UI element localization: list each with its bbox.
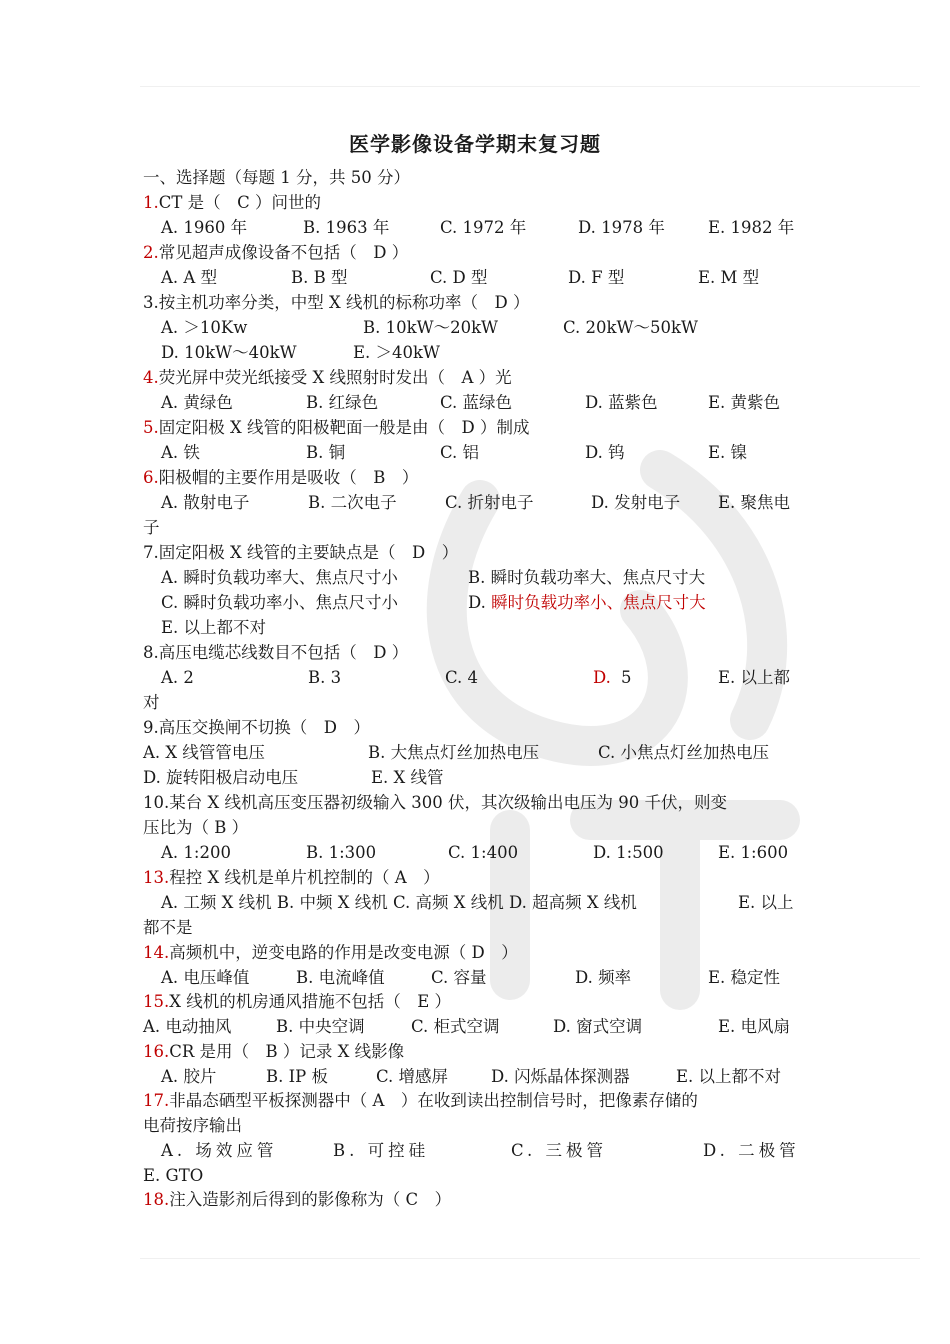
option: C. 瞬时负载功率小、焦点尺寸小 — [161, 593, 399, 612]
option: B. 二次电子 — [308, 493, 397, 512]
option: D. 10kW～40kW — [161, 343, 297, 362]
option: D. 闪烁晶体探测器 — [491, 1067, 630, 1086]
question-text: 高压电缆芯线数目不包括（ D ） — [158, 643, 409, 662]
question-text: 非晶态硒型平板探测器中（ A ）在收到读出控制信号时，把像素存储的 — [169, 1091, 698, 1110]
question-number: 10. — [143, 793, 170, 812]
option: A. 铁 — [161, 443, 200, 462]
option: B. 红绿色 — [306, 393, 379, 412]
question-number: 3. — [143, 293, 159, 312]
question-text: 固定阳极 X 线管的阳极靶面一般是由（ D ）制成 — [158, 418, 530, 437]
option: E. 以上都 — [718, 668, 791, 687]
options-17b — [143, 1166, 203, 1186]
question-text: 某台 X 线机高压变压器初级输入 300 伏，其次级输出电压为 90 千伏，则变 — [169, 793, 727, 812]
option: A. 电压峰值 — [161, 968, 250, 987]
question-number: 1. — [143, 193, 159, 212]
option: E. 1:600 — [718, 843, 789, 862]
option: B. 中央空调 — [276, 1017, 365, 1036]
option: B. 瞬时负载功率大、焦点尺寸大 — [468, 568, 706, 587]
option: A. X 线管管电压 — [143, 743, 265, 762]
page-title: 医学影像设备学期末复习题 — [349, 132, 601, 156]
option: C. 蓝绿色 — [440, 393, 513, 412]
option: D. 1:500 — [593, 843, 664, 862]
option: 5 — [621, 668, 632, 687]
option: E. M 型 — [698, 268, 760, 287]
option: D. 发射电子 — [591, 493, 681, 512]
question-16 — [143, 1042, 404, 1062]
option: 对 — [143, 693, 160, 712]
top-rule — [140, 86, 920, 87]
question-text: 压比为（ B ） — [143, 818, 249, 837]
option: B. 铜 — [306, 443, 346, 462]
question-17 — [143, 1091, 698, 1111]
question-10-cont — [143, 818, 248, 838]
question-text: CT 是（ C ）问世的 — [158, 193, 321, 212]
question-text: 高压交换闸不切换（ D ） — [158, 718, 370, 737]
question-number: 17. — [143, 1091, 170, 1110]
option: B. 电流峰值 — [296, 968, 385, 987]
options-8b — [143, 693, 160, 713]
option: A. 瞬时负载功率大、焦点尺寸小 — [161, 568, 398, 587]
option: E. 以上 — [738, 893, 794, 912]
watermark-logo-icon — [360, 380, 860, 1020]
question-number: 14. — [143, 943, 170, 962]
option: A. ＞10Kw — [161, 318, 248, 337]
option: A. 2 — [161, 668, 194, 687]
option: B. B 型 — [291, 268, 348, 287]
option: A. 1:200 — [161, 843, 231, 862]
option: A. 散射电子 — [161, 493, 250, 512]
option: A. 黄绿色 — [161, 393, 233, 412]
question-2 — [143, 243, 408, 263]
option: A. A 型 — [161, 268, 218, 287]
option: 子 — [143, 518, 160, 537]
question-text: 固定阳极 X 线管的主要缺点是（ D ） — [158, 543, 459, 562]
question-number: 6. — [143, 468, 159, 487]
option: C. 1:400 — [448, 843, 519, 862]
option: E. X 线管 — [371, 768, 444, 787]
option: A. 电动抽风 — [143, 1017, 232, 1036]
option: E. ＞40kW — [353, 343, 440, 362]
question-number: 2. — [143, 243, 159, 262]
option: C. 20kW～50kW — [563, 318, 698, 337]
question-7 — [143, 543, 458, 563]
option: C. 三极管 — [511, 1141, 608, 1160]
option: B. 大焦点灯丝加热电压 — [368, 743, 540, 762]
question-text: 按主机功率分类，中型 X 线机的标称功率（ D ） — [158, 293, 530, 312]
option: C. 增感屏 — [376, 1067, 449, 1086]
question-6 — [143, 468, 418, 488]
question-8 — [143, 643, 408, 663]
option: A. 工频 X 线机 B. 中频 X 线机 C. 高频 X 线机 D. 超高频 X 线机 — [161, 893, 637, 912]
option-label: D. — [468, 593, 492, 612]
option: C. 小焦点灯丝加热电压 — [598, 743, 770, 762]
question-13 — [143, 868, 440, 888]
option: A. 场效应管 — [161, 1141, 278, 1160]
question-text: 电荷按序输出 — [143, 1116, 242, 1135]
option: D. F 型 — [568, 268, 625, 287]
question-9 — [143, 718, 370, 738]
option: D. 旋转阳极启动电压 — [143, 768, 299, 787]
option: B. 1:300 — [306, 843, 377, 862]
option: C. 4 — [445, 668, 479, 687]
option: B. 10kW～20kW — [363, 318, 499, 337]
question-text: 阳极帽的主要作用是吸收（ B ） — [158, 468, 419, 487]
question-text: X 线机的机房通风措施不包括（ E ） — [169, 992, 452, 1011]
question-number: 15. — [143, 992, 170, 1011]
question-number: 5. — [143, 418, 159, 437]
option: D. 钨 — [585, 443, 625, 462]
question-text: 荧光屏中荧光纸接受 X 线照射时发出（ A ）光 — [158, 368, 512, 387]
option: C. 容量 — [431, 968, 487, 987]
option: 都不是 — [143, 918, 193, 937]
question-number: 9. — [143, 718, 159, 737]
question-text: 注入造影剂后得到的影像称为（ C ） — [169, 1190, 452, 1209]
question-4 — [143, 368, 512, 388]
option: E. 稳定性 — [708, 968, 781, 987]
option-answer: 瞬时负载功率小、焦点尺寸大 — [491, 593, 706, 612]
question-5 — [143, 418, 529, 438]
option: E. 1982 年 — [708, 218, 795, 237]
question-number: 16. — [143, 1042, 170, 1061]
question-10 — [143, 793, 727, 813]
question-number: 8. — [143, 643, 159, 662]
section-heading: 一、选择题（每题 1 分，共 50 分） — [143, 168, 410, 187]
options-6b — [143, 518, 160, 538]
options-13b — [143, 918, 193, 938]
question-1 — [143, 193, 321, 213]
question-number: 18. — [143, 1190, 170, 1209]
question-17-cont — [143, 1116, 242, 1136]
question-text: 常见超声成像设备不包括（ D ） — [158, 243, 409, 262]
option: D. 二极管 — [703, 1141, 800, 1160]
option: E. 镍 — [708, 443, 748, 462]
question-18 — [143, 1190, 451, 1210]
question-text: CR 是用（ B ）记录 X 线影像 — [169, 1042, 405, 1061]
option: D. 蓝紫色 — [585, 393, 658, 412]
option: E. 以上都不对 — [676, 1067, 782, 1086]
option: C. 1972 年 — [440, 218, 527, 237]
option: E. 黄紫色 — [708, 393, 781, 412]
bottom-rule — [140, 1258, 920, 1259]
question-15 — [143, 992, 451, 1012]
question-number: 13. — [143, 868, 170, 887]
question-number: 4. — [143, 368, 159, 387]
option: A. 1960 年 — [161, 218, 248, 237]
option: C. 铝 — [440, 443, 480, 462]
option-label: D. — [593, 668, 611, 687]
option: C. 折射电子 — [445, 493, 534, 512]
option: A. 胶片 — [161, 1067, 217, 1086]
option: D. 1978 年 — [578, 218, 665, 237]
option: C. 柜式空调 — [411, 1017, 500, 1036]
option: B. 1963 年 — [303, 218, 390, 237]
option: E. 聚焦电 — [718, 493, 791, 512]
option: B. 可控硅 — [333, 1141, 430, 1160]
option: D. 频率 — [575, 968, 632, 987]
option: E. 电风扇 — [718, 1017, 791, 1036]
option: E. 以上都不对 — [161, 618, 267, 637]
option: B. 3 — [308, 668, 342, 687]
question-text: 高频机中，逆变电路的作用是改变电源（ D ） — [169, 943, 518, 962]
option: C. D 型 — [430, 268, 488, 287]
option: E. GTO — [143, 1166, 204, 1185]
option: D. 窗式空调 — [553, 1017, 643, 1036]
question-number: 7. — [143, 543, 159, 562]
option: B. IP 板 — [266, 1067, 328, 1086]
question-14 — [143, 943, 518, 963]
question-3 — [143, 293, 529, 313]
question-text: 程控 X 线机是单片机控制的（ A ） — [169, 868, 440, 887]
